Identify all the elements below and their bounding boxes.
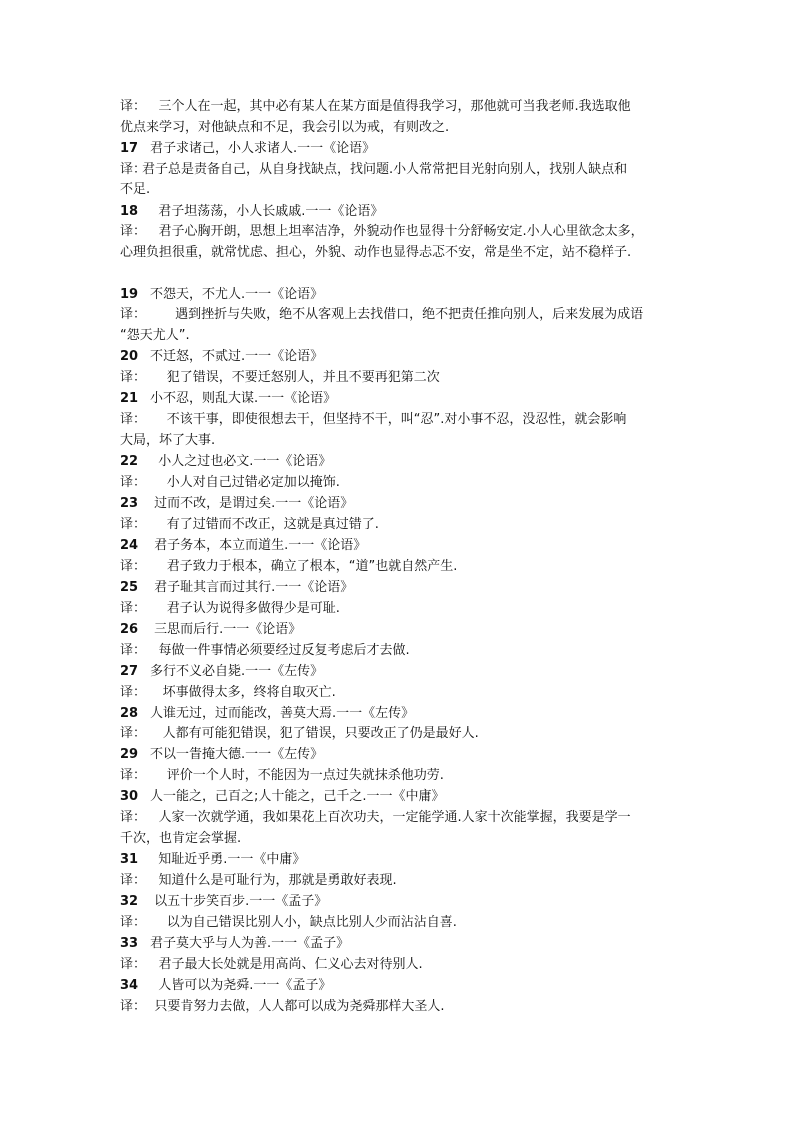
translation-line (120, 724, 680, 744)
translation-label: 译： (120, 957, 147, 972)
translation-text: 人都有可能犯错误，犯了错误，只要改正了仍是最好人. (162, 726, 479, 741)
quote-text: 以五十步笑百步.一一《孟子》 (154, 894, 328, 909)
translation-line (120, 410, 680, 430)
translation-label: 译： (120, 768, 147, 783)
continuation-text: 优点来学习，对他缺点和不足，我会引以为戒，有则改之. (120, 120, 450, 135)
translation-label: 译： (120, 601, 147, 616)
translation-label: 译： (120, 559, 147, 574)
quote-number: 18 (120, 204, 139, 219)
translation-text: 评价一个人时，不能因为一点过失就抹杀他功劳. (166, 768, 444, 783)
quote-text: 知耻近乎勇.一一《中庸》 (158, 852, 306, 867)
quote-line (120, 578, 680, 598)
translation-text: 君子总是责备自己，从自身找缺点，找问题.小人常常把目光射向别人，找别人缺点和 (142, 162, 628, 177)
translation-text: 坏事做得太多，终将自取灭亡. (162, 685, 336, 700)
quote-text: 人谁无过，过而能改，善莫大焉.一一《左传》 (150, 706, 415, 721)
translation-line (120, 557, 680, 577)
quote-text: 多行不义必自毙.一一《左传》 (150, 664, 324, 679)
quote-text: 不以一眚掩大德.一一《左传》 (150, 747, 324, 762)
translation-label: 译： (120, 224, 147, 239)
translation-text: 每做一件事情必须要经过反复考虑后才去做. (158, 643, 410, 658)
translation-line (120, 766, 680, 786)
translation-line (120, 599, 680, 619)
continuation-line (120, 243, 680, 263)
translation-line (120, 222, 680, 242)
quote-number: 21 (120, 391, 139, 406)
quote-line (120, 202, 680, 222)
quote-text: 君子莫大乎与人为善.一一《孟子》 (150, 936, 350, 951)
quote-line (120, 452, 680, 472)
quote-line (120, 662, 680, 682)
translation-line (120, 160, 680, 180)
quote-number: 24 (120, 538, 139, 553)
quote-number: 22 (120, 454, 139, 469)
continuation-line (120, 326, 680, 346)
quote-number: 27 (120, 664, 139, 679)
quote-line (120, 976, 680, 996)
quote-text: 三思而后行.一一《论语》 (154, 622, 302, 637)
quote-number: 33 (120, 936, 139, 951)
continuation-line (120, 180, 680, 200)
quote-text: 人一能之，己百之;人十能之，己千之.一一《中庸》 (150, 789, 445, 804)
quote-text: 过而不改，是谓过矣.一一《论语》 (154, 496, 354, 511)
quote-text: 君子务本，本立而道生.一一《论语》 (154, 538, 367, 553)
translation-label: 译： (120, 517, 147, 532)
quote-line (120, 285, 680, 305)
translation-line (120, 913, 680, 933)
translation-text: 有了过错而不改正，这就是真过错了. (166, 517, 379, 532)
quote-number: 34 (120, 978, 139, 993)
continuation-text: 千次，也肯定会掌握. (120, 831, 242, 846)
quote-text: 君子坦荡荡，小人长戚戚.一一《论语》 (158, 204, 384, 219)
translation-label: 译： (120, 307, 147, 322)
quote-line (120, 934, 680, 954)
continuation-text: 心理负担很重，就常忧虑、担心，外貌、动作也显得忐忑不安，常是坐不定，站不稳样子. (120, 245, 632, 260)
translation-label: 译： (120, 412, 147, 427)
translation-label: 译： (120, 873, 147, 888)
translation-label: 译： (120, 810, 147, 825)
translation-label: 译： (120, 685, 147, 700)
quote-text: 小人之过也必文.一一《论语》 (158, 454, 332, 469)
quote-line (120, 704, 680, 724)
translation-text: 犯了错误，不要迁怒别人，并且不要再犯第二次 (166, 370, 440, 385)
translation-line (120, 641, 680, 661)
translation-line (120, 808, 680, 828)
quote-number: 19 (120, 287, 139, 302)
quote-line (120, 536, 680, 556)
translation-text: 君子致力于根本，确立了根本，“道”也就自然产生. (166, 559, 458, 574)
translation-line (120, 368, 680, 388)
quote-number: 26 (120, 622, 139, 637)
quote-number: 29 (120, 747, 139, 762)
quote-line (120, 494, 680, 514)
quote-line (120, 389, 680, 409)
translation-label: 译： (120, 162, 147, 177)
continuation-line (120, 431, 680, 451)
quote-line (120, 745, 680, 765)
continuation-text: 大局，坏了大事. (120, 433, 216, 448)
translation-line (120, 955, 680, 975)
translation-text: 只要肯努力去做，人人都可以成为尧舜那样大圣人. (154, 999, 445, 1014)
continuation-text: 不足. (120, 182, 151, 197)
quote-line (120, 620, 680, 640)
translation-text: 遇到挫折与失败，绝不从客观上去找借口，绝不把责任推向别人，后来发展为成语 (175, 307, 644, 322)
translation-text: 以为自己错误比别人小，缺点比别人少而沾沾自喜. (166, 915, 457, 930)
translation-text: 君子心胸开朗，思想上坦率洁净，外貌动作也显得十分舒畅安定.小人心里欲念太多， (158, 224, 644, 239)
quote-number: 32 (120, 894, 139, 909)
translation-label: 译： (120, 370, 147, 385)
quote-number: 20 (120, 349, 139, 364)
quote-number: 25 (120, 580, 139, 595)
quote-number: 30 (120, 789, 139, 804)
quote-text: 小不忍，则乱大谋.一一《论语》 (150, 391, 337, 406)
quote-number: 31 (120, 852, 139, 867)
translation-text: 人家一次就学通，我如果花上百次功夫，一定能学通.人家十次能掌握，我要是学一 (158, 810, 631, 825)
translation-text: 君子最大长处就是用高尚、仁义心去对待别人. (158, 957, 423, 972)
quote-number: 28 (120, 706, 139, 721)
translation-text: 小人对自己过错必定加以掩饰. (166, 475, 340, 490)
quote-text: 人皆可以为尧舜.一一《孟子》 (158, 978, 332, 993)
continuation-line (120, 118, 680, 138)
quote-line (120, 850, 680, 870)
translation-label: 译： (120, 475, 147, 490)
continuation-line (120, 829, 680, 849)
translation-text: 不该干事，即使很想去干，但坚持不干，叫“忍”.对小事不忍，没忍性，就会影响 (166, 412, 627, 427)
translation-label: 译： (120, 726, 147, 741)
continuation-text: “怨天尤人”. (120, 328, 190, 343)
translation-label: 译： (120, 99, 147, 114)
quote-text: 不迁怒，不贰过.一一《论语》 (150, 349, 324, 364)
translation-label: 译： (120, 999, 147, 1014)
translation-line (120, 515, 680, 535)
translation-text: 君子认为说得多做得少是可耻. (166, 601, 340, 616)
quote-text: 君子求诸己，小人求诸人.一一《论语》 (150, 141, 376, 156)
quote-line (120, 892, 680, 912)
translation-line (120, 305, 680, 325)
translation-line (120, 473, 680, 493)
quote-text: 君子耻其言而过其行.一一《论语》 (154, 580, 354, 595)
quote-text: 不怨天，不尤人.一一《论语》 (150, 287, 324, 302)
quote-line (120, 139, 680, 159)
quote-number: 17 (120, 141, 139, 156)
translation-text: 三个人在一起，其中必有某人在某方面是值得我学习，那他就可当我老师.我选取他 (158, 99, 631, 114)
quote-line (120, 347, 680, 367)
translation-label: 译： (120, 915, 147, 930)
translation-label: 译： (120, 643, 147, 658)
translation-line (120, 997, 680, 1017)
translation-line (120, 683, 680, 703)
translation-text: 知道什么是可耻行为，那就是勇敢好表现. (158, 873, 397, 888)
translation-line (120, 97, 680, 117)
quote-line (120, 787, 680, 807)
quote-number: 23 (120, 496, 139, 511)
translation-line (120, 871, 680, 891)
